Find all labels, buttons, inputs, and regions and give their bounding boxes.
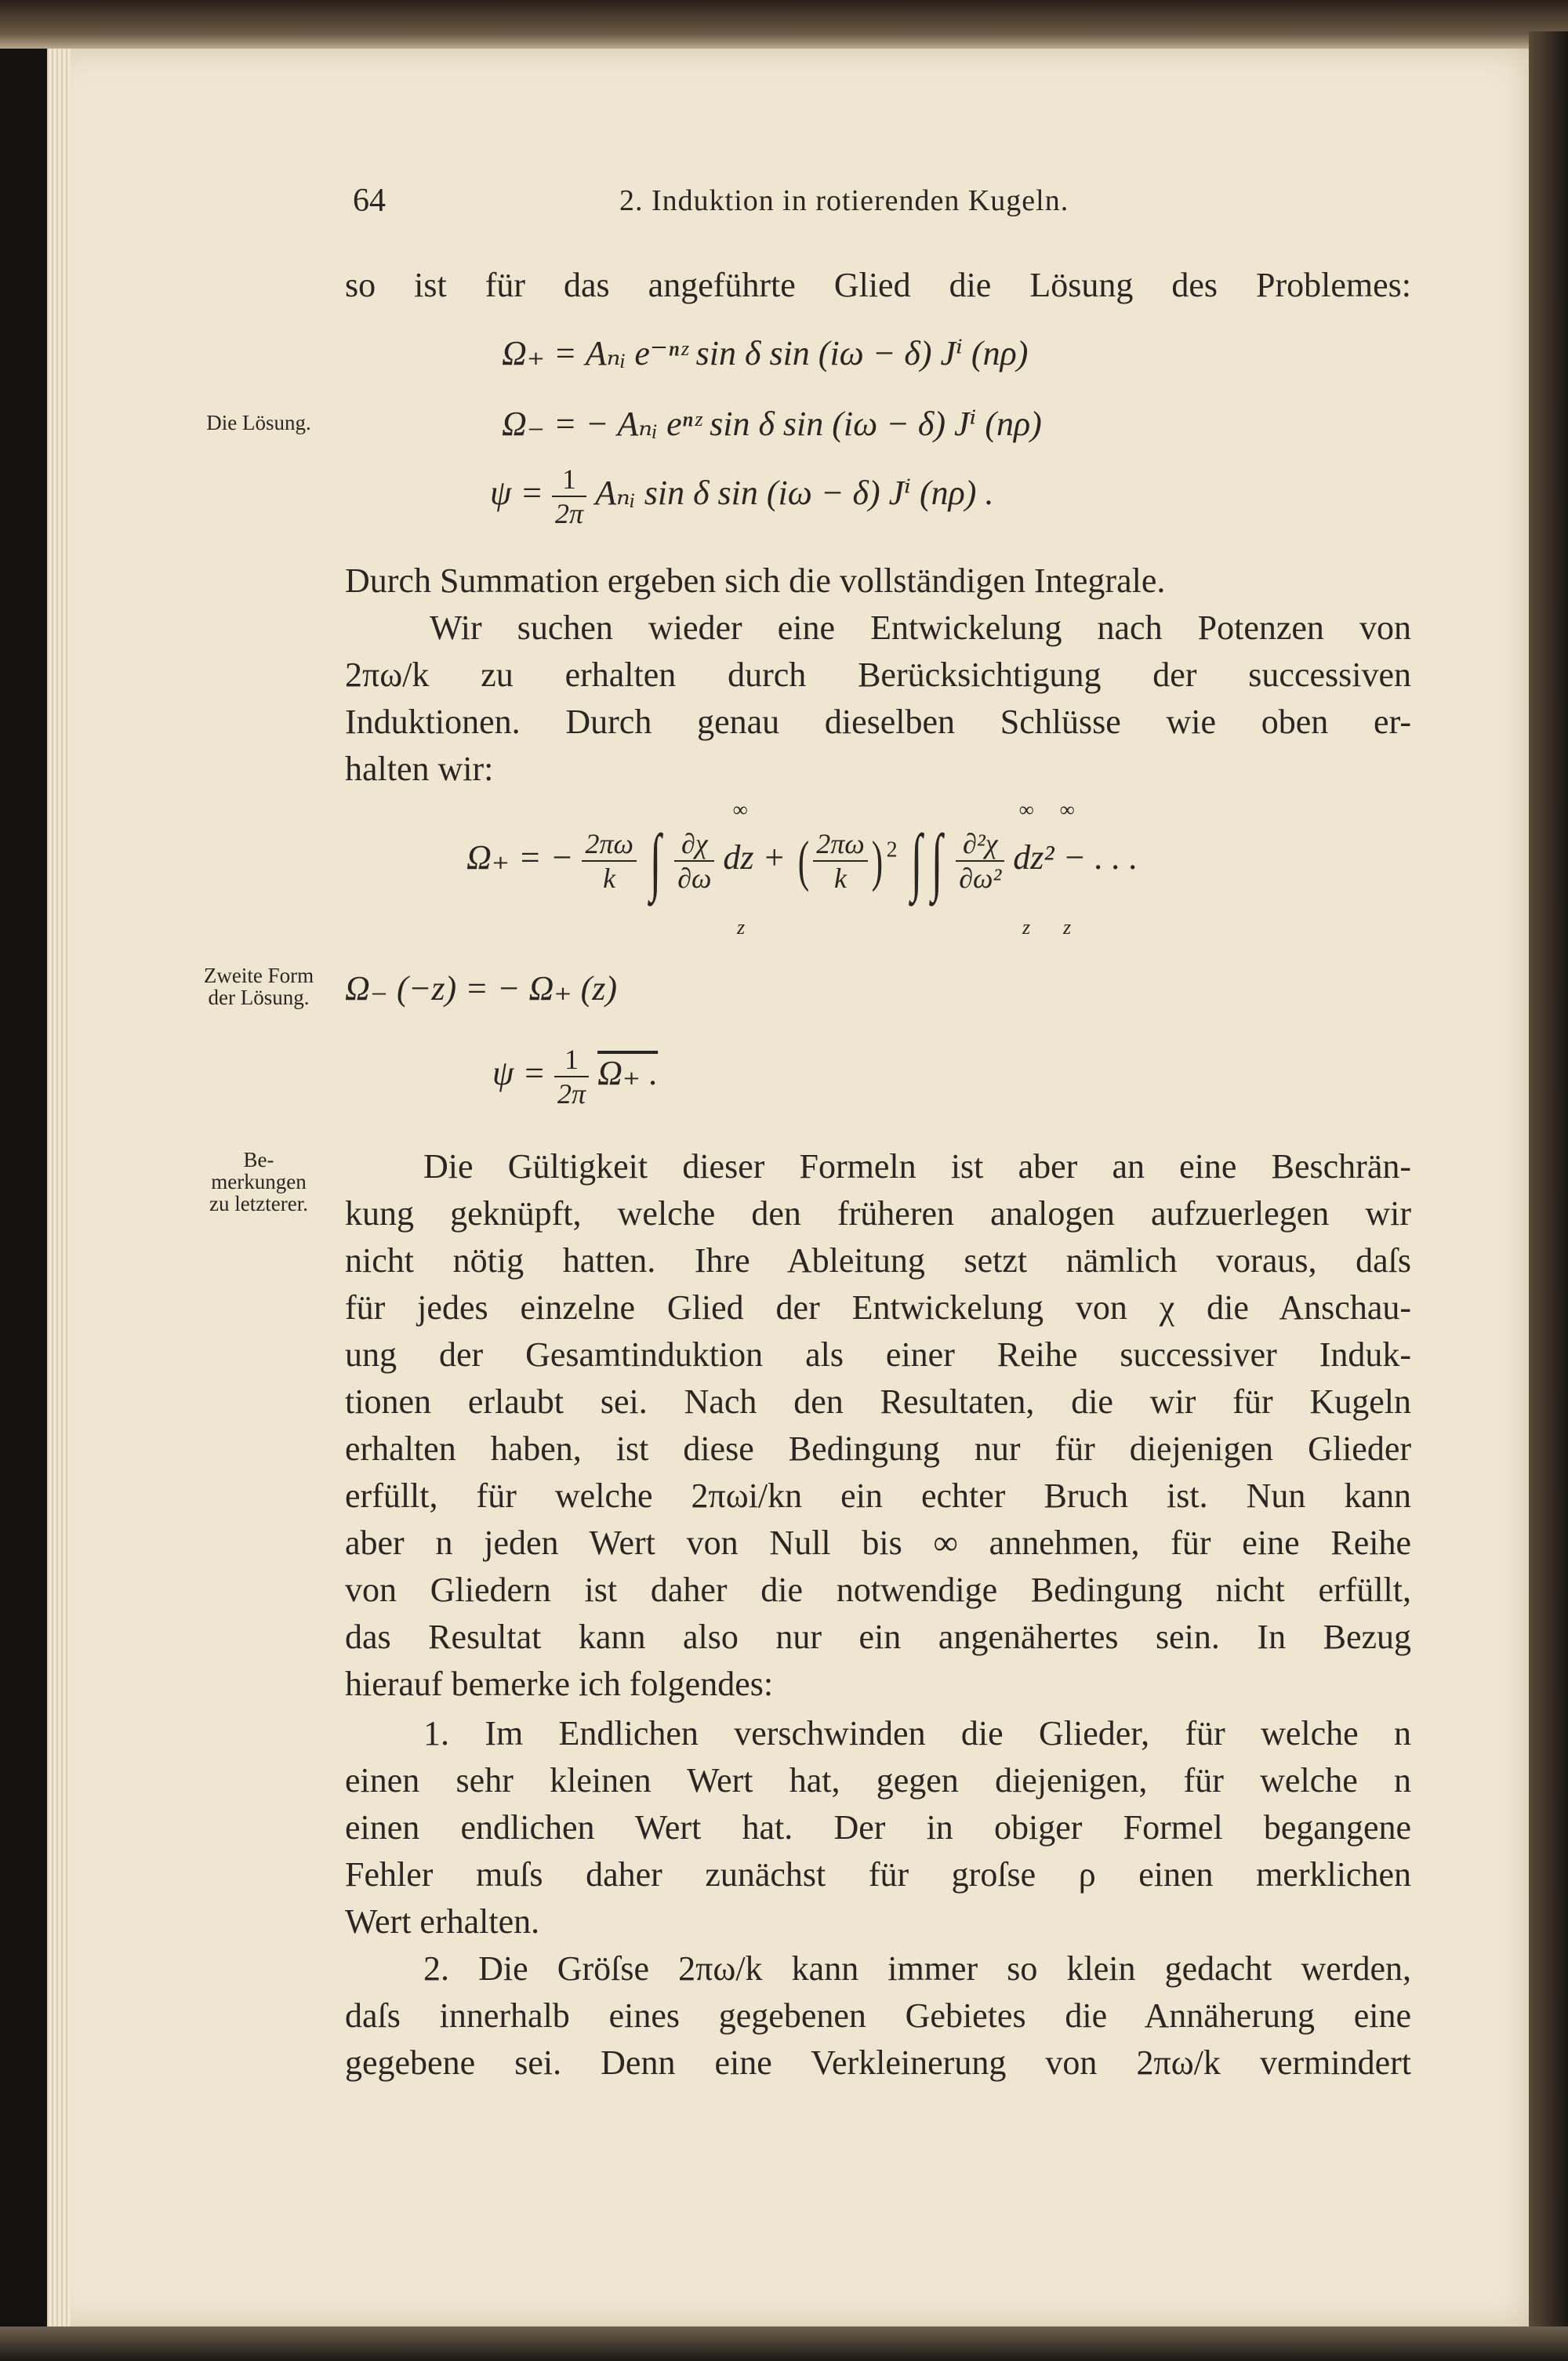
fraction-numerator: 2πω [813, 827, 867, 862]
scan-bottom-edge [0, 2326, 1568, 2361]
fraction-denominator: k [833, 863, 847, 894]
exponent: 2 [886, 837, 898, 863]
fraction [554, 1043, 589, 1110]
fraction [674, 827, 714, 895]
paren-right: ) [871, 829, 883, 892]
fraction-numerator: 1 [554, 1043, 589, 1077]
para1-line: 2πω/k zu erhalten durch Berücksichtigung der successiven [345, 656, 1411, 694]
para2-line: tionen erlaubt sei. Nach den Resultaten, die wir für Kugeln [345, 1382, 1411, 1421]
para1-line: Wir suchen wieder eine Entwickelung nach Potenzen von [430, 608, 1411, 647]
fraction-denominator: k [603, 863, 616, 894]
item2-line: 2. Die Gröſse 2πω/k kann immer so klein gedacht werden, [423, 1949, 1411, 1988]
equation-lhs: Ω₊ = − [466, 838, 574, 877]
para2-line: ung der Gesamtinduktion als einer Reihe successiver Induk- [345, 1335, 1411, 1374]
item1-line: Wert erhalten. [345, 1902, 540, 1941]
differential: dz + [723, 838, 786, 877]
para1-line: Durch Summation ergeben sich die vollständigen Integrale. [345, 561, 1166, 600]
scan-top-edge [0, 0, 1568, 49]
item1-line: Fehler muſs daher zunächst für groſse ρ einen merklichen [345, 1855, 1411, 1894]
para2-line: von Gliedern ist daher die notwendige Bedingung nicht erfüllt, [345, 1571, 1411, 1609]
fraction [956, 827, 1004, 895]
fraction-denominator: ∂ω² [959, 863, 1002, 894]
equation-lhs: ψ = [492, 1054, 546, 1093]
fraction-numerator: ∂²χ [956, 827, 1004, 862]
integral-lower-limit: z [737, 916, 746, 939]
fraction-denominator: ∂ω [677, 863, 712, 894]
equation-omega-minus: Ω₋ = − Aₙᵢ eⁿᶻ sin δ sin (iω − δ) Jⁱ (nρ) [502, 405, 1042, 443]
fraction [813, 827, 867, 895]
para2-line: nicht nötig hatten. Ihre Ableitung setzt nämlich voraus, daſs [345, 1241, 1411, 1280]
equation-rhs: Ω₊ . [597, 1054, 659, 1093]
fraction-denominator: 2π [555, 498, 584, 529]
intro-line: so ist für das angeführte Glied die Lösung des Problemes: [345, 266, 1411, 304]
fraction-numerator: ∂χ [674, 827, 714, 862]
margin-note-bemerkungen [165, 1149, 353, 1215]
integral-lower-limit: z [1063, 916, 1072, 939]
differential: dz² − . . . [1013, 838, 1138, 877]
para2-line: hierauf bemerke ich folgendes: [345, 1665, 774, 1703]
margin-note-line: zu letzterer. [209, 1192, 308, 1215]
para1-line: Induktionen. Durch genau dieselben Schlüsse wie oben er- [345, 703, 1411, 741]
fraction-numerator: 1 [552, 463, 586, 497]
margin-note-zweite-form [165, 964, 353, 1008]
page-gutter [47, 49, 71, 2326]
item1-line: einen sehr kleinen Wert hat, gegen diejenigen, für welche n [345, 1761, 1411, 1800]
item2-line: gegebene sei. Denn eine Verkleinerung von 2πω/k vermindert [345, 2043, 1411, 2082]
item2-line: daſs innerhalb eines gegebenen Gebietes die Annäherung eine [345, 1996, 1411, 2035]
para2-line: erfüllt, für welche 2πωi/kn ein echter Bruch ist. Nun kann [345, 1477, 1411, 1515]
para2-line: Die Gültigkeit dieser Formeln ist aber an eine Beschrän- [423, 1147, 1411, 1186]
margin-note-line: Be- [243, 1148, 274, 1171]
page-number: 64 [353, 183, 386, 219]
para2-line: kung geknüpft, welche den früheren analogen aufzuerlegen wir [345, 1194, 1411, 1233]
equation-psi-series [492, 1043, 658, 1110]
equation-psi [490, 463, 993, 530]
integral-sign: ∫ [649, 819, 662, 903]
integral-upper-limit: ∞ [733, 798, 748, 821]
integral-lower-limit: z [1022, 916, 1031, 939]
item1-line: 1. Im Endlichen verschwinden die Glieder, für welche n [423, 1714, 1411, 1753]
fraction [552, 463, 586, 530]
running-title: 2. Induktion in rotierenden Kugeln. [619, 184, 1069, 217]
para1-line: halten wir: [345, 750, 494, 788]
fraction-denominator: 2π [557, 1078, 586, 1110]
margin-note-line: Zweite Form [203, 964, 314, 987]
integral-upper-limit: ∞ [1019, 798, 1034, 821]
margin-note-loesung: Die Lösung. [206, 411, 311, 434]
integral-sign: ∫ [931, 819, 943, 903]
para2-line: für jedes einzelne Glied der Entwickelung von χ die Anschau- [345, 1288, 1411, 1327]
margin-note-line: merkungen [211, 1170, 307, 1193]
equation-series-omega-plus [466, 819, 1138, 903]
para2-line: erhalten haben, ist diese Bedingung nur für diejenigen Glieder [345, 1429, 1411, 1468]
para2-line: das Resultat kann also nur ein angenähertes sein. In Bezug [345, 1618, 1411, 1656]
margin-note-line: der Lösung. [208, 986, 310, 1009]
scan-right-edge [1529, 31, 1568, 2352]
integral-sign: ∫ [910, 819, 923, 903]
fraction [582, 827, 636, 895]
integral-upper-limit: ∞ [1060, 798, 1075, 821]
equation-omega-plus: Ω₊ = Aₙᵢ e⁻ⁿᶻ sin δ sin (iω − δ) Jⁱ (nρ) [502, 334, 1029, 372]
item1-line: einen endlichen Wert hat. Der in obiger Formel begangene [345, 1808, 1411, 1847]
paren-left: ( [798, 829, 810, 892]
equation-lhs: ψ = [490, 474, 544, 513]
fraction-numerator: 2πω [582, 827, 636, 862]
para2-line: aber n jeden Wert von Null bis ∞ annehmen, für eine Reihe [345, 1524, 1411, 1562]
equation-rhs: Aₙᵢ sin δ sin (iω − δ) Jⁱ (nρ) . [595, 474, 994, 513]
equation-symmetry: Ω₋ (−z) = − Ω₊ (z) [345, 969, 618, 1008]
